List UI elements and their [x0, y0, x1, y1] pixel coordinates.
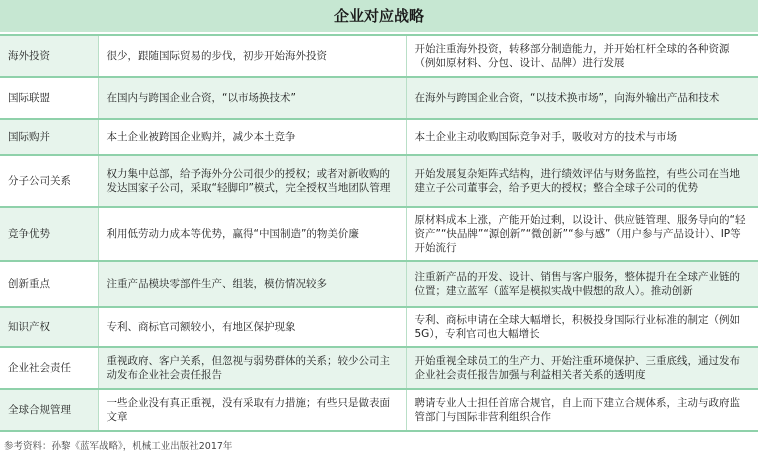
table-row [0, 119, 758, 155]
row-category: 国际联盟 [0, 77, 98, 119]
reference-note: 参考资料：孙黎《蓝军战略》，机械工业出版社2017年 [4, 441, 233, 452]
after-text: 本土企业主动收购国际竞争对手，吸收对方的技术与市场 [406, 119, 758, 155]
row-category: 海外投资 [0, 35, 98, 77]
before-text: 很少，跟随国际贸易的步伐，初步开始海外投资 [98, 35, 406, 77]
row-category: 创新重点 [0, 261, 98, 307]
table-row [0, 155, 758, 207]
before-text: 专利、商标官司额较小，有地区保护现象 [98, 307, 406, 347]
table-row [0, 347, 758, 389]
after-text: 开始发展复杂矩阵式结构，进行绩效评估与财务监控，有些公司在当地建立子公司董事会，给予更大的授权；整合全球子公司的优势 [406, 155, 758, 207]
after-text: 原材料成本上涨，产能开始过剩，以设计、供应链管理、服务导向的“轻资产”“快品牌”“源创新”“微创新”“参与感”（用户参与产品设计）、IP等开始流行 [406, 207, 758, 261]
before-text: 重视政府、客户关系，但忽视与弱势群体的关系；较少公司主动发布企业社会责任报告 [98, 347, 406, 389]
row-category: 分子公司关系 [0, 155, 98, 207]
before-text: 本土企业被跨国企业购并，减少本土竞争 [98, 119, 406, 155]
before-text: 一些企业没有真正重视，没有采取有力措施；有些只是做表面文章 [98, 389, 406, 431]
before-text: 权力集中总部，给予海外分公司很少的授权；或者对新收购的发达国家子公司，采取“轻脚印”模式，完全授权当地团队管理 [98, 155, 406, 207]
table-row [0, 261, 758, 307]
table-row [0, 307, 758, 347]
before-text: 在国内与跨国企业合资，“以市场换技术” [98, 77, 406, 119]
table-row [0, 35, 758, 77]
before-text: 注重产品模块零部件生产、组装，模仿情况较多 [98, 261, 406, 307]
after-text: 开始注重海外投资，转移部分制造能力，并开始杠杆全球的各种资源（例如原材料、分包、设计、品牌）进行发展 [406, 35, 758, 77]
row-category: 企业社会责任 [0, 347, 98, 389]
after-text: 聘请专业人士担任首席合规官，自上而下建立合规体系，主动与政府监管部门与国际非营利组织合作 [406, 389, 758, 431]
after-text: 在海外与跨国企业合资，“以技术换市场”，向海外输出产品和技术 [406, 77, 758, 119]
row-category: 竞争优势 [0, 207, 98, 261]
after-text: 开始重视全球员工的生产力、开始注重环境保护、三重底线，通过发布企业社会责任报告加强与利益相关者关系的透明度 [406, 347, 758, 389]
after-text: 专利、商标申请在全球大幅增长，积极投身国际行业标准的制定（例如5G），专利官司也大幅增长 [406, 307, 758, 347]
after-text: 注重新产品的开发、设计、销售与客户服务，整体提升在全球产业链的位置；建立蓝军（蓝军是模拟实战中假想的敌人）。推动创新 [406, 261, 758, 307]
table-title: 企业对应战略 [0, 0, 758, 32]
row-category: 全球合规管理 [0, 389, 98, 431]
before-text: 利用低劳动力成本等优势，赢得“中国制造”的物美价廉 [98, 207, 406, 261]
table-row [0, 389, 758, 431]
table-row [0, 77, 758, 119]
strategy-table [0, 34, 758, 432]
row-category: 知识产权 [0, 307, 98, 347]
row-category: 国际购并 [0, 119, 98, 155]
table-row [0, 207, 758, 261]
